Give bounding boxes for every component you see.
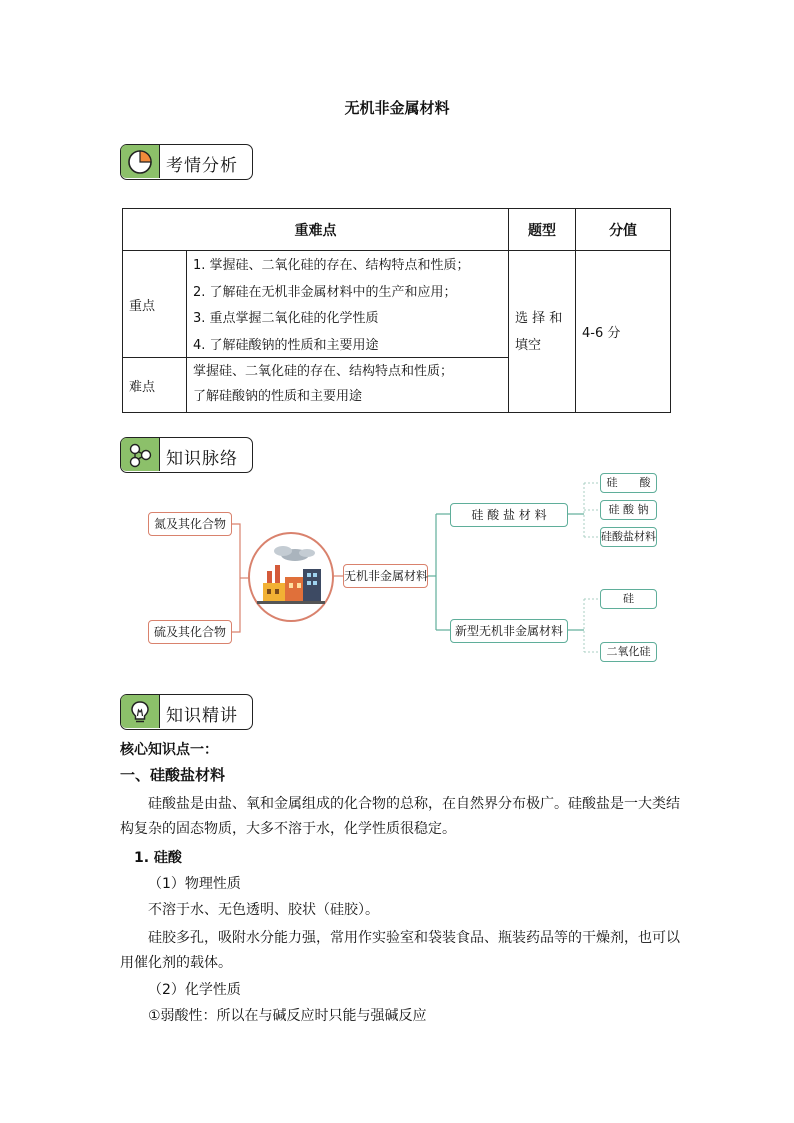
section-title-knowledge-detail: 知识精讲 (166, 706, 238, 726)
core-point-label: 核心知识点一： (120, 742, 218, 758)
paragraph-line: 硅酸盐是由盐、氧和金属组成的化合物的总称，在自然界分布极广。硅酸盐是一大类结 (148, 796, 680, 812)
section-header-knowledge-map (120, 437, 253, 473)
pie-chart-icon (126, 148, 154, 176)
key-label: 重点 (123, 251, 187, 357)
heading-silicate-materials: 一、硅酸盐材料 (120, 766, 226, 784)
section-header-analysis (120, 144, 253, 180)
mindmap-node-sulfur: 硫及其化合物 (148, 620, 232, 644)
mindmap-leaf-silicon: 硅 (600, 589, 657, 609)
mindmap-leaf-silicate-material: 硅酸盐材料 (600, 527, 657, 547)
question-type: 选 择 和 (515, 310, 563, 326)
table-header: 题型 (509, 209, 576, 251)
analysis-table (122, 208, 671, 413)
question-type: 填空 (515, 337, 542, 353)
paragraph-line: 硅胶多孔，吸附水分能力强，常用作实验室和袋装食品、瓶装药品等的干燥剂，也可以 (148, 930, 680, 946)
paragraph-line: ①弱酸性：所以在与碱反应时只能与强碱反应 (148, 1008, 427, 1024)
section-header-knowledge-detail (120, 694, 253, 730)
factory-icon (247, 531, 335, 623)
mindmap-node-new-materials: 新型无机非金属材料 (450, 619, 568, 643)
paragraph-line: 用催化剂的载体。 (120, 955, 232, 971)
table-header: 重难点 (123, 209, 509, 251)
mindmap-node-silicate: 硅 酸 盐 材 料 (450, 503, 568, 527)
subheading-chemical: （2）化学性质 (148, 982, 241, 998)
mindmap-node-nitrogen: 氮及其化合物 (148, 512, 232, 536)
table-header: 分值 (576, 209, 671, 251)
section-title-knowledge-map: 知识脉络 (166, 449, 238, 469)
list-item: 2. 了解硅在无机非金属材料中的生产和应用； (193, 284, 457, 300)
network-icon (126, 441, 154, 469)
list-item: 了解硅酸钠的性质和主要用途 (193, 389, 363, 404)
list-item: 4. 了解硅酸钠的性质和主要用途 (193, 337, 379, 353)
paragraph-line: 不溶于水、无色透明、胶状（硅胶）。 (148, 902, 379, 918)
subheading-silicic-acid: 1. 硅酸 (134, 850, 182, 866)
subheading-physical: （1）物理性质 (148, 876, 241, 892)
mindmap-leaf-silica: 二氧化硅 (600, 642, 657, 662)
list-item: 1. 掌握硅、二氧化硅的存在、结构特点和性质； (193, 258, 470, 273)
page-title: 无机非金属材料 (344, 99, 450, 117)
difficult-label: 难点 (123, 358, 187, 412)
lightbulb-icon (126, 698, 154, 726)
section-title-analysis: 考情分析 (166, 156, 238, 176)
mindmap-leaf-sodium-silicate: 硅 酸 钠 (600, 500, 657, 520)
mindmap-leaf-silicic-acid: 硅 酸 (600, 473, 657, 493)
mindmap-node-center: 无机非金属材料 (343, 564, 428, 588)
list-item: 掌握硅、二氧化硅的存在、结构特点和性质； (193, 364, 454, 379)
list-item: 3. 重点掌握二氧化硅的化学性质 (193, 311, 379, 326)
paragraph-line: 构复杂的固态物质，大多不溶于水，化学性质很稳定。 (120, 821, 456, 837)
score: 4-6 分 (576, 251, 671, 413)
